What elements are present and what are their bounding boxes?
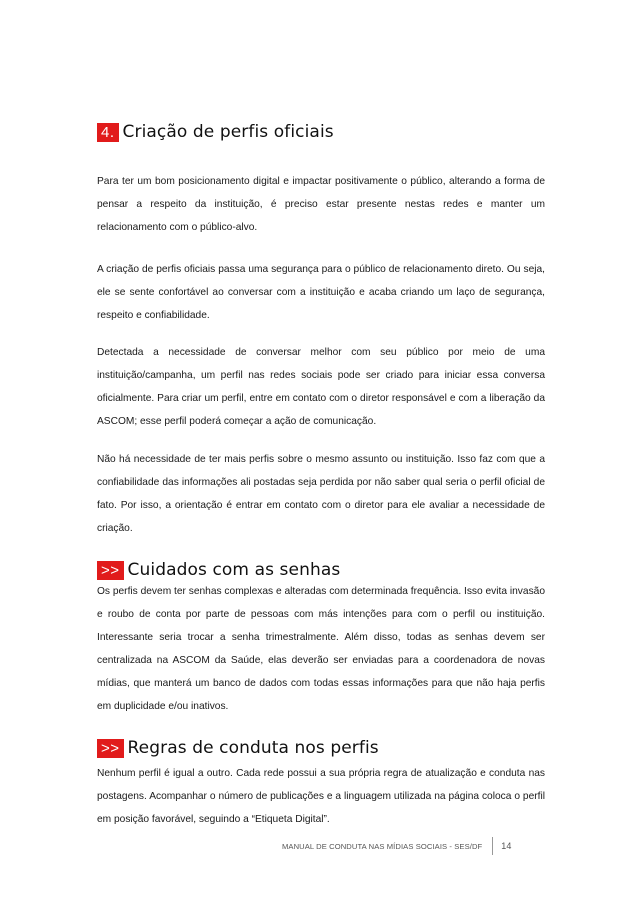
paragraph: Não há necessidade de ter mais perfis sobre o mesmo assunto ou instituição. Isso faz com que a confiabilidade das informações ali postadas seja perdida por não saber qual seria o perfil oficial de fato. Por isso, a orientação é entrar em contato com o diretor para ele avaliar a necessidade de criação. <box>97 454 545 534</box>
section-number-marker: 4. <box>97 123 119 142</box>
section-title: Regras de conduta nos perfis <box>127 738 379 758</box>
section-title: Criação de perfis oficiais <box>122 122 334 142</box>
section-title: Cuidados com as senhas <box>127 560 341 580</box>
section-arrow-marker: >> <box>97 739 124 758</box>
paragraph: Nenhum perfil é igual a outro. Cada rede possui a sua própria regra de atualização e conduta nas postagens. Acompanhar o número de publicações e a linguagem utilizada na página coloca o perfil em posição favorável, seguindo a “Etiqueta Digital”. <box>97 768 545 825</box>
section-heading-criacao <box>97 119 545 145</box>
section-heading-regras <box>97 735 545 761</box>
footer-title: MANUAL DE CONDUTA NAS MÍDIAS SOCIAIS - SES/DF <box>282 841 483 851</box>
paragraph: A criação de perfis oficiais passa uma segurança para o público de relacionamento direto. Ou seja, ele se sente confortável ao conversar com a instituição e acaba criando um laço de segurança, respeito e confiabilidade. <box>97 264 545 321</box>
page-footer <box>282 836 512 856</box>
footer-divider <box>492 837 493 855</box>
paragraph: Para ter um bom posicionamento digital e impactar positivamente o público, alterando a forma de pensar a respeito da instituição, é preciso estar presente nestas redes e manter um relacionamento com o público-alvo. <box>97 176 545 233</box>
paragraph: Detectada a necessidade de conversar melhor com seu público por meio de uma instituição/campanha, um perfil nas redes sociais pode ser criado para iniciar essa conversa oficialmente. Para criar um perfil, entre em contato com o diretor responsável e com a liberação da ASCOM; esse perfil poderá começar a ação de comunicação. <box>97 347 545 427</box>
paragraph: Os perfis devem ter senhas complexas e alteradas com determinada frequência. Isso evita invasão e roubo de conta por parte de pessoas com más intenções para com o perfil ou instituição. Interessante seria trocar a senha trimestralmente. Além disso, todas as senhas devem ser centralizada na ASCOM da Saúde, elas deverão ser enviadas para a coordenadora de novas mídias, que manterá um banco de dados com todas essas informações para que não haja perfis em duplicidade e/ou inativos. <box>97 586 545 712</box>
page-number: 14 <box>501 841 512 851</box>
section-arrow-marker: >> <box>97 561 124 580</box>
